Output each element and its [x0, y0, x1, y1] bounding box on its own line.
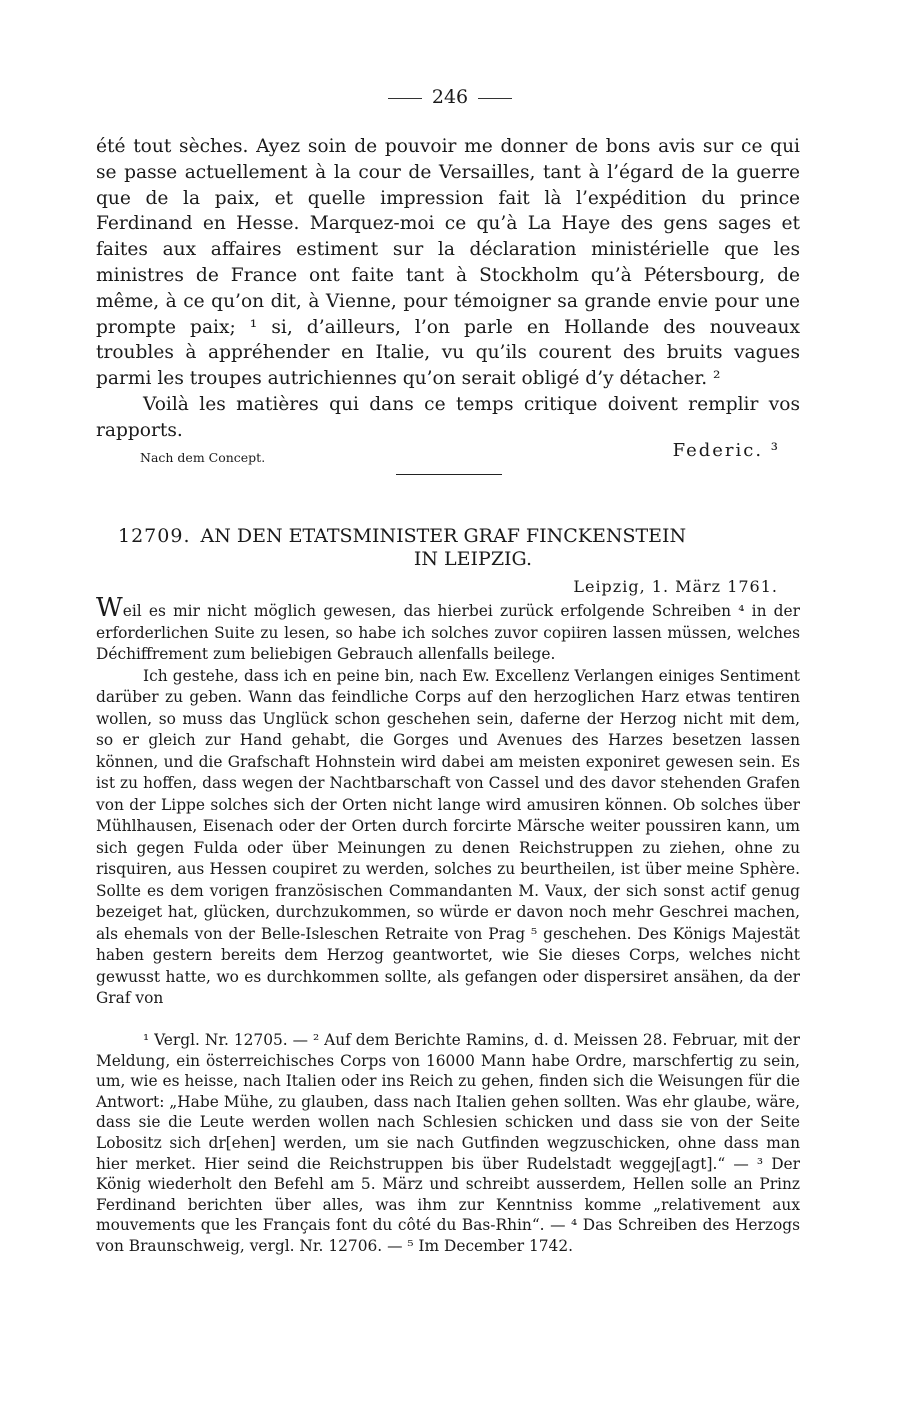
letter-title-line-2: IN LEIPZIG. — [413, 548, 533, 570]
letter-title-line-1: AN DEN ETATSMINISTER GRAF FINCKENSTEIN — [200, 525, 687, 547]
page-number: 246 — [431, 86, 469, 108]
page-header — [0, 86, 900, 108]
letter-date: Leipzig, 1. März 1761. — [573, 577, 778, 596]
footnotes — [96, 1030, 800, 1257]
continued-letter-text — [96, 134, 800, 444]
letter-paragraph-2: Ich gestehe, dass ich en peine bin, nach Ew. Excellenz Verlangen einiges Sentiment darüber zu geben. Wann das feindliche Corps auf den herzoglichen Harz etwas tentiren wollen, so muss das Unglück schon geschehen sein, daferne der Herzog nicht mit dem, so er gleich zur Hand gehabt, die Gorges und Avenues des Harzes besetzen lassen können, und die Grafschaft Hohnstein wird dabei am meisten exponiret gewesen sein. Es ist zu hoffen, dass wegen der Nachtbarschaft von Cassel und des davor stehenden Grafen von der Lippe solches sich der Orten nicht lange wird amusiren können. Ob solches über Mühlhausen, Eisenach oder der Orten durch forcirte Märsche weiter poussiren kann, um sich gegen Fulda oder über Meinungen zu denen Reichstruppen zu ziehen, ohne zu risquiren, aus Hessen coupiret zu werden, solches zu beurtheilen, ist über meine Sphère. Sollte es dem vorigen französischen Commandanten M. Vaux, der sich sonst actif genug bezeiget hat, glücken, durchzukommen, so würde er davon noch mehr Geschrei machen, als ehemals von der Belle-Isleschen Retraite von Prag ⁵ geschehen. Des Königs Majestät haben gestern bereits dem Herzog geantwortet, wie Sie dieses Corps, welches nicht gewusst hatte, wo es durchkommen sollte, als gefangen oder dispersiret ansähen, da der Graf von — [96, 666, 800, 1007]
letter-heading — [118, 525, 798, 571]
footnote-text: ¹ Vergl. Nr. 12705. — ² Auf dem Berichte Ramins, d. d. Meissen 28. Februar, mit der Meldung, ein österreichisches Corps von 16000 Mann habe Ordre, marschfertig zu sein, um, wie es heisse, nach Italien oder ins Reich zu gehen, finden sich die Weisungen für die Antwort: „Habe Mühe, zu glauben, dass nach Italien gehen sollten. Was ehr glaube, wäre, dass sie die Leute werden wollen nach Schlesien schicken und dass sie von der Seite Lobositz sich dr[ehen] werden, um sie nach Gutfinden wegzuschicken, ohne dass man hier merket. Hier seind die Reichstruppen bis über Rudelstadt weggej[agt].“ — ³ Der König wiederholt den Befehl am 5. März und schreibt ausserdem, Hellen solle an Prinz Ferdinand berichten über alles, was ihm zur Kenntniss komme „relativement aux mouvements que les Français font du côté du Bas-Rhin“. — ⁴ Das Schreiben des Herzogs von Braunschweig, vergl. Nr. 12706. — ⁵ Im December 1742. — [96, 1031, 800, 1255]
section-separator — [396, 474, 502, 475]
closing-row — [140, 440, 780, 466]
french-paragraph-2: Voilà les matières qui dans ce temps critique doivent remplir vos rapports. — [96, 393, 800, 441]
source-note: Nach dem Concept. — [140, 450, 266, 465]
header-rule-left — [388, 98, 422, 99]
french-paragraph-1: été tout sèches. Ayez soin de pouvoir me donner de bons avis sur ce qui se passe actuellement à la cour de Versailles, tant à l’égard de la guerre que de la paix, et quelle impression fait là l’expédition du prince Ferdinand en Hesse. Marquez-moi ce qu’à La Haye des gens sages et faites aux affaires estiment sur la déclaration ministérielle que les ministres de France ont faite tant à Stockholm qu’à Pétersbourg, de même, à ce qu’on dit, à Vienne, pour témoigner sa grande envie pour une prompte paix; ¹ si, d’ailleurs, l’on parle en Hollande des nouveaux troubles à appréhender en Italie, vu qu’ils courent des bruits vagues parmi les troupes autrichiennes qu’on serait obligé d’y détacher. ² — [96, 136, 800, 390]
letter-body — [96, 593, 800, 1010]
header-rule-right — [478, 98, 512, 99]
signature: Federic. ³ — [672, 440, 780, 461]
letter-paragraph-1: Weil es mir nicht möglich gewesen, das hierbei zurück erfolgende Schreiben ⁴ in der erforderlichen Suite zu lesen, so habe ich solches zuvor copiiren lassen müssen, welches Déchiffrement zum beliebigen Gebrauch allenfalls beilege. — [96, 593, 800, 663]
letter-number: 12709. — [118, 525, 191, 547]
